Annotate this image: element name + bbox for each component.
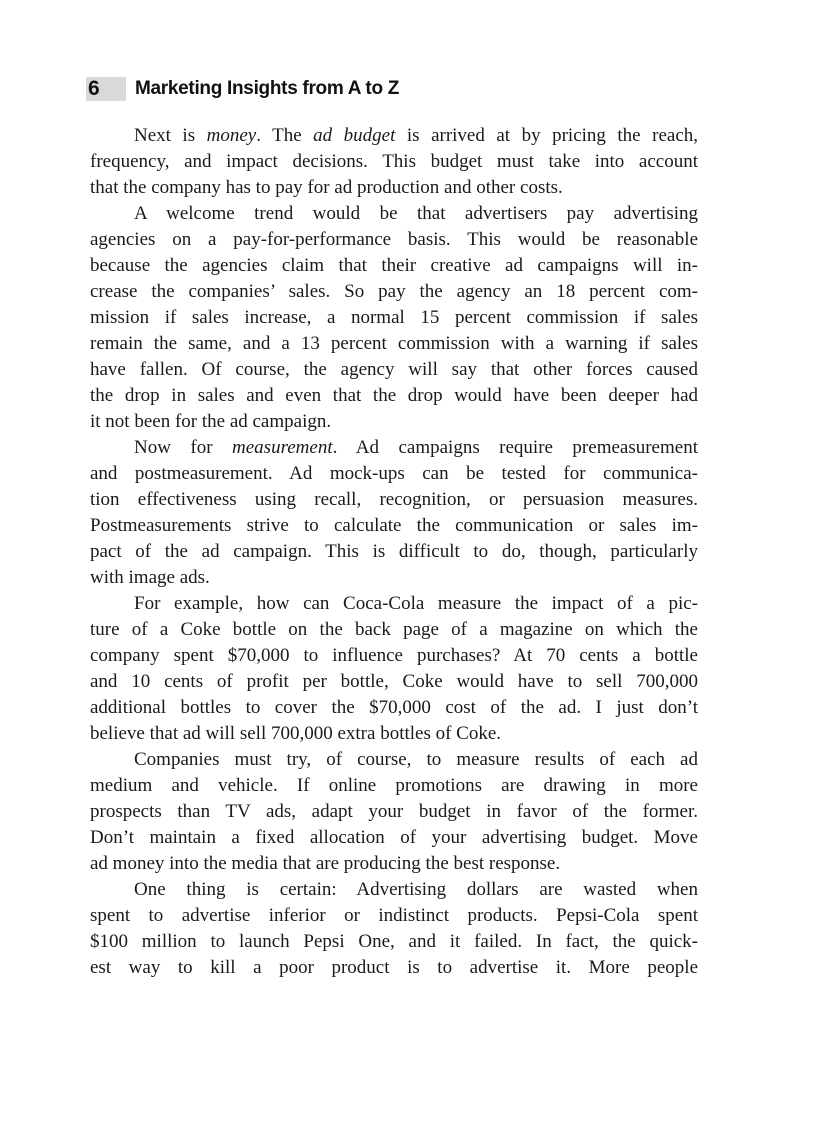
running-header — [86, 76, 399, 102]
text-line — [90, 643, 698, 669]
text-run: $100 million to launch Pepsi One, and it failed. In fact, the quick- — [90, 931, 698, 952]
text-run: frequency, and impact decisions. This budget must take into account — [90, 151, 698, 172]
text-line — [90, 851, 698, 877]
text-run: agencies on a pay-for-performance basis. This would be reasonable — [90, 229, 698, 250]
text-line — [90, 383, 698, 409]
text-line — [90, 123, 698, 149]
text-run: Companies must try, of course, to measure results of each ad — [134, 749, 698, 770]
text-line — [90, 695, 698, 721]
text-line — [90, 747, 698, 773]
text-run: that the company has to pay for ad production and other costs. — [90, 177, 563, 198]
text-line — [90, 929, 698, 955]
text-line — [90, 591, 698, 617]
text-line — [90, 331, 698, 357]
text-line — [90, 669, 698, 695]
text-run: and 10 cents of profit per bottle, Coke would have to sell 700,000 — [90, 671, 698, 692]
paragraph — [90, 435, 698, 591]
text-line — [90, 253, 698, 279]
text-run: pact of the ad campaign. This is difficult to do, though, particularly — [90, 541, 698, 562]
text-run: remain the same, and a 13 percent commission with a warning if sales — [90, 333, 698, 354]
text-run: . Ad campaigns require premeasurement — [332, 437, 698, 458]
text-run: spent to advertise inferior or indistinct products. Pepsi-Cola spent — [90, 905, 698, 926]
text-run: additional bottles to cover the $70,000 cost of the ad. I just don’t — [90, 697, 698, 718]
text-line — [90, 955, 698, 981]
text-line — [90, 513, 698, 539]
text-run: crease the companies’ sales. So pay the agency an 18 percent com- — [90, 281, 698, 302]
text-line — [90, 617, 698, 643]
text-line — [90, 149, 698, 175]
text-run: company spent $70,000 to influence purchases? At 70 cents a bottle — [90, 645, 698, 666]
text-line — [90, 227, 698, 253]
text-run: One thing is certain: Advertising dollars are wasted when — [134, 879, 698, 900]
paragraph — [90, 877, 698, 981]
text-line — [90, 773, 698, 799]
text-line — [90, 357, 698, 383]
body-text — [90, 123, 698, 981]
text-line — [90, 279, 698, 305]
text-run: A welcome trend would be that advertisers pay advertising — [134, 203, 698, 224]
text-run: because the agencies claim that their creative ad campaigns will in- — [90, 255, 698, 276]
paragraph — [90, 201, 698, 435]
text-run: with image ads. — [90, 567, 210, 588]
text-run: and postmeasurement. Ad mock-ups can be tested for communica- — [90, 463, 698, 484]
emphasis: money — [206, 125, 257, 146]
text-run: . The — [256, 125, 314, 146]
text-run: est way to kill a poor product is to advertise it. More people — [90, 957, 698, 978]
emphasis: measurement — [232, 437, 333, 458]
text-run: prospects than TV ads, adapt your budget in favor of the former. — [90, 801, 698, 822]
text-run: believe that ad will sell 700,000 extra bottles of Coke. — [90, 723, 502, 744]
text-run: Next is — [134, 125, 207, 146]
text-line — [90, 825, 698, 851]
text-line — [90, 175, 698, 201]
text-line — [90, 539, 698, 565]
running-title: Marketing Insights from A to Z — [135, 78, 400, 99]
text-line — [90, 721, 698, 747]
text-line — [90, 903, 698, 929]
text-run: Now for — [134, 437, 233, 458]
text-line — [90, 409, 698, 435]
text-run: ture of a Coke bottle on the back page of a magazine on which the — [90, 619, 698, 640]
text-line — [90, 201, 698, 227]
text-run: ad money into the media that are producing the best response. — [90, 853, 561, 874]
text-run: tion effectiveness using recall, recognition, or persuasion measures. — [90, 489, 698, 510]
paragraph — [90, 591, 698, 747]
text-line — [90, 565, 698, 591]
text-line — [90, 877, 698, 903]
text-line — [90, 305, 698, 331]
text-run: Don’t maintain a fixed allocation of your advertising budget. Move — [90, 827, 698, 848]
text-run: medium and vehicle. If online promotions are drawing in more — [90, 775, 698, 796]
paragraph — [90, 747, 698, 877]
text-run: have fallen. Of course, the agency will say that other forces caused — [90, 359, 698, 380]
text-line — [90, 461, 698, 487]
page-number: 6 — [86, 77, 126, 101]
text-line — [90, 799, 698, 825]
text-run: Postmeasurements strive to calculate the communication or sales im- — [90, 515, 698, 536]
text-line — [90, 487, 698, 513]
paragraph — [90, 123, 698, 201]
text-run: the drop in sales and even that the drop would have been deeper had — [90, 385, 698, 406]
emphasis: ad budget — [313, 125, 396, 146]
text-line — [90, 435, 698, 461]
text-run: is arrived at by pricing the reach, — [395, 125, 698, 146]
text-run: mission if sales increase, a normal 15 percent commission if sales — [90, 307, 698, 328]
text-run: it not been for the ad campaign. — [90, 411, 332, 432]
text-run: For example, how can Coca-Cola measure the impact of a pic- — [134, 593, 698, 614]
